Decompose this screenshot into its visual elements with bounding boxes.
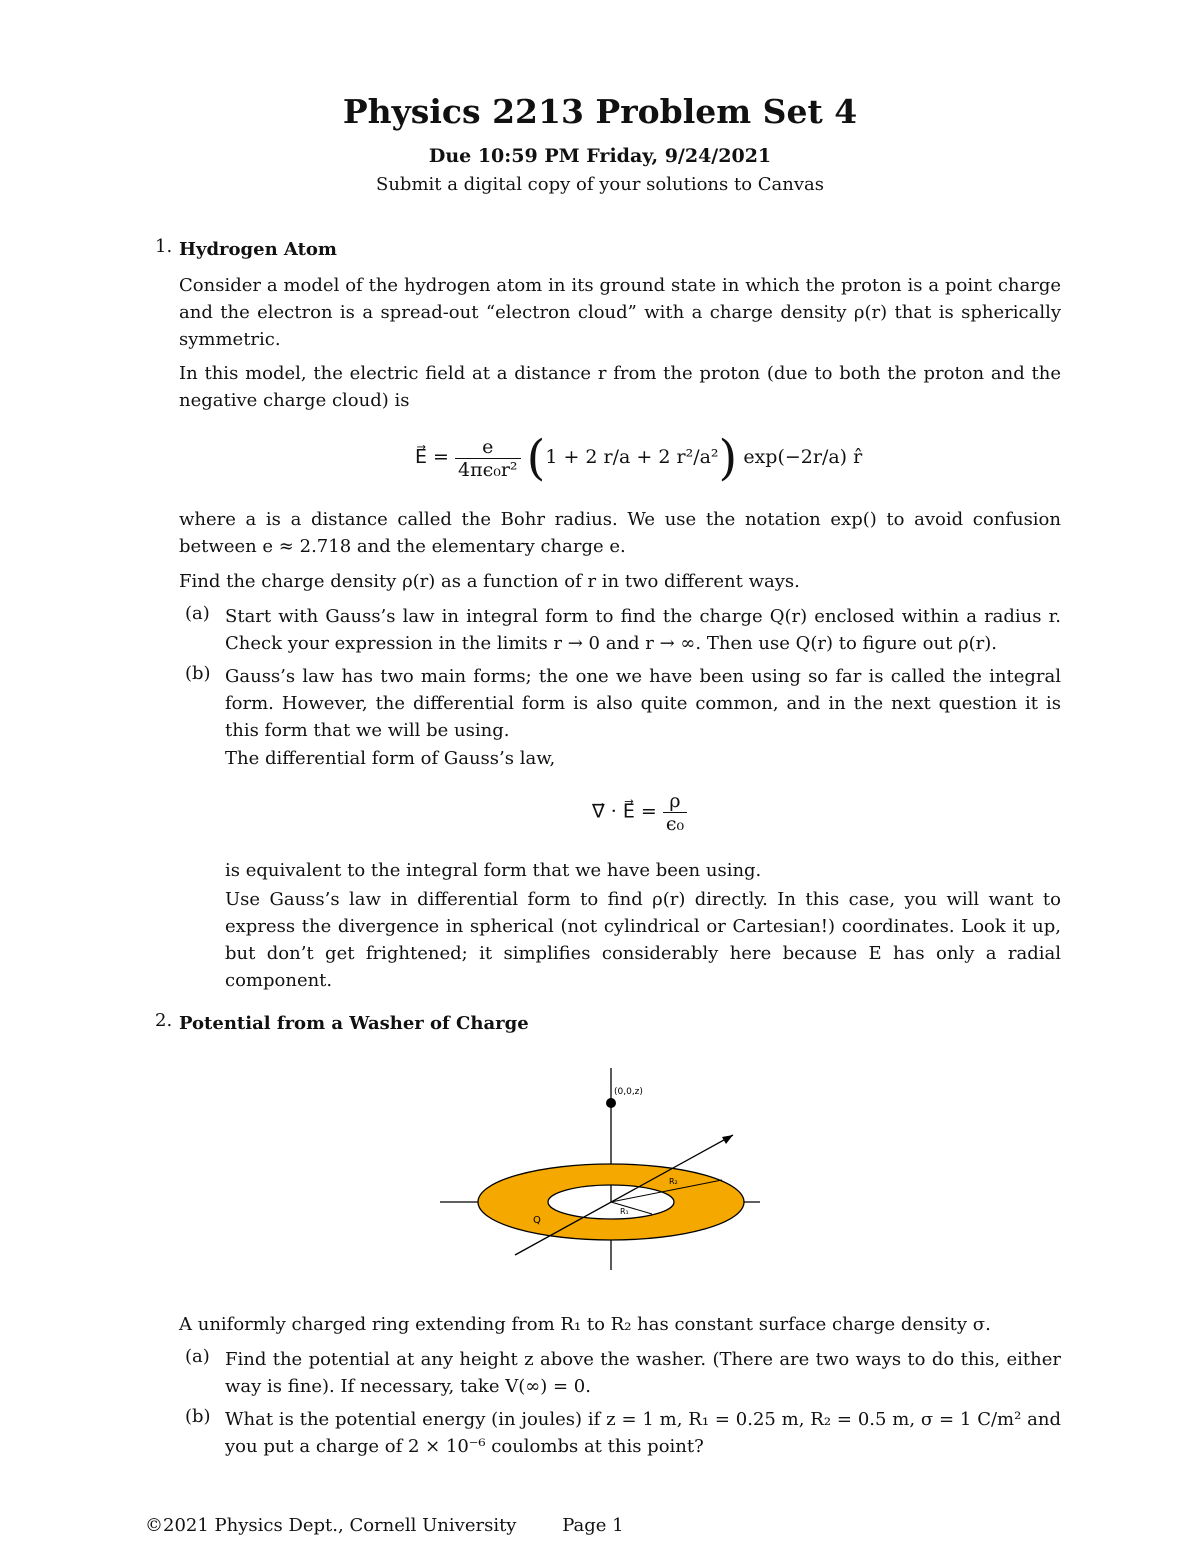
copyright-text: ©2021 Physics Dept., Cornell University: [145, 1515, 517, 1536]
y-axis-arrowhead: [722, 1135, 733, 1144]
problem-1-heading: Hydrogen Atom: [179, 239, 337, 260]
part-1a-text: Start with Gauss’s law in integral form to find the charge Q(r) enclosed within a radius r. Check your expression in the limits r → 0 and r → ∞. Then use Q(r) to figure out ρ(r).: [225, 606, 1061, 654]
page-number: Page 1: [562, 1515, 624, 1536]
part-1b-label: (b): [185, 663, 211, 684]
charge-label: Q: [533, 1215, 541, 1226]
part-1b-instructions: Use Gauss’s law in differential form to find ρ(r) directly. In this case, you will want to express the divergence in spherical (not cylindrical or Cartesian!) coordinates. Look it up, but don’t get frightened; it simplifies considerably here because E has only a radial component.: [225, 889, 1061, 991]
r1-label: R₁: [620, 1207, 629, 1216]
eq1-inner: 1 + 2 r/a + 2 r²/a²: [545, 446, 719, 468]
washer-figure: [440, 1060, 760, 1270]
r2-label: R₂: [669, 1177, 678, 1186]
point-marker: [606, 1098, 616, 1108]
bohr-radius-text: where a is a distance called the Bohr radius. We use the notation exp() to avoid confusion between e ≈ 2.718 and the elementary charge e.: [179, 509, 1061, 557]
eq2-lhs: ∇⃗ · E⃗ =: [592, 800, 657, 823]
part-2b-text: What is the potential energy (in joules) if z = 1 m, R₁ = 0.25 m, R₂ = 0.5 m, σ = 1 C/m² and you put a charge of 2 × 10⁻⁶ coulombs at this point?: [225, 1409, 1061, 1457]
due-date: Due 10:59 PM Friday, 9/24/2021: [428, 145, 772, 167]
part-2a-label: (a): [185, 1346, 210, 1367]
problem-2-heading: Potential from a Washer of Charge: [179, 1013, 529, 1034]
eq1-tail: exp(−2r/a) r̂: [743, 446, 863, 468]
part-2a-text: Find the potential at any height z above the washer. (There are two ways to do this, either way is fine). If necessary, take V(∞) = 0.: [225, 1349, 1061, 1397]
problem-1-intro: Consider a model of the hydrogen atom in its ground state in which the proton is a point charge and the electron is a spread-out “electron cloud” with a charge density ρ(r) that is spherically symmetric.: [179, 275, 1061, 350]
electric-field-equation: E⃗ = $\frac{e}{\text{4πϵ₀r²}}$ (1 + 2 r/a + 2 r²/a²) exp(−2r/a) r̂: [415, 430, 863, 486]
eq1-numerator: e: [455, 436, 521, 459]
eq1-lhs: E⃗ =: [415, 446, 449, 468]
problem-2-number: 2.: [155, 1010, 173, 1031]
gauss-differential-equation: [592, 790, 687, 835]
submit-instructions: Submit a digital copy of your solutions to Canvas: [376, 174, 824, 195]
problem-1-number: 1.: [155, 236, 173, 257]
eq2-numerator: ρ: [663, 790, 687, 813]
part-1a-label: (a): [185, 603, 210, 624]
eq2-denominator: ϵ₀: [665, 813, 685, 835]
page-footer: [145, 1515, 624, 1536]
part-2b-label: (b): [185, 1406, 211, 1427]
part-1b-equivalent-text: is equivalent to the integral form that we have been using.: [225, 860, 762, 881]
point-label: (0,0,z): [614, 1087, 643, 1097]
page-title: Physics 2213 Problem Set 4: [342, 92, 858, 131]
part-1b-text: Gauss’s law has two main forms; the one we have been using so far is called the integral form. However, the differential form is also quite common, and in the next question it is this form that we will be using.: [225, 666, 1061, 741]
problem-1-field-text: In this model, the electric field at a distance r from the proton (due to both the proton and the negative charge cloud) is: [179, 363, 1061, 411]
two-ways-text: Find the charge density ρ(r) as a function of r in two different ways.: [179, 571, 800, 592]
eq1-denominator: 4πϵ₀r²: [458, 458, 518, 481]
problem-2-intro: A uniformly charged ring extending from R₁ to R₂ has constant surface charge density σ.: [179, 1314, 991, 1335]
part-1b-differential-text: The differential form of Gauss’s law,: [225, 748, 556, 769]
